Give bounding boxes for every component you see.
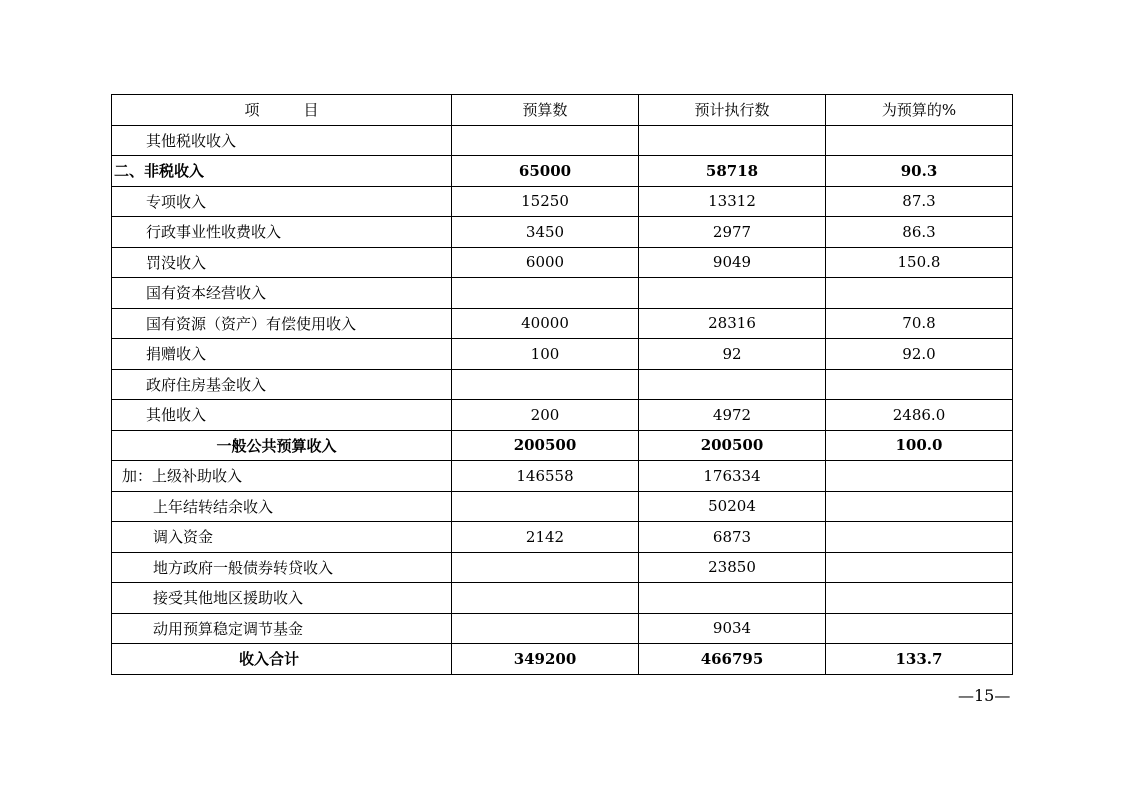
row-percent-value (826, 583, 1013, 614)
row-item-name: 捐赠收入 (112, 339, 452, 370)
row-percent-value (826, 552, 1013, 583)
row-estimated-value: 4972 (639, 400, 826, 431)
table-row (112, 583, 1013, 614)
row-item-name: 国有资源（资产）有偿使用收入 (112, 308, 452, 339)
row-item-name: 专项收入 (112, 186, 452, 217)
row-estimated-value: 466795 (639, 644, 826, 675)
row-item-name: 上年结转结余收入 (112, 491, 452, 522)
row-percent-value: 87.3 (826, 186, 1013, 217)
table-row (112, 308, 1013, 339)
table-row (112, 125, 1013, 156)
row-percent-value (826, 522, 1013, 553)
row-percent-value: 90.3 (826, 156, 1013, 187)
row-percent-value (826, 278, 1013, 309)
table-row (112, 278, 1013, 309)
row-estimated-value: 58718 (639, 156, 826, 187)
row-budget-value (452, 552, 639, 583)
row-percent-value: 86.3 (826, 217, 1013, 248)
row-estimated-value: 176334 (639, 461, 826, 492)
table-row (112, 247, 1013, 278)
row-percent-value (826, 461, 1013, 492)
row-percent-value (826, 491, 1013, 522)
row-budget-value: 2142 (452, 522, 639, 553)
row-budget-value: 6000 (452, 247, 639, 278)
table-row (112, 186, 1013, 217)
header-item-char-2: 目 (303, 101, 319, 120)
table-row (112, 522, 1013, 553)
row-estimated-value: 50204 (639, 491, 826, 522)
row-budget-value (452, 613, 639, 644)
budget-table (111, 94, 1013, 675)
row-estimated-value: 200500 (639, 430, 826, 461)
row-item-name: 一般公共预算收入 (112, 430, 452, 461)
row-budget-value (452, 369, 639, 400)
table-row (112, 430, 1013, 461)
row-estimated-value (639, 125, 826, 156)
table-row (112, 552, 1013, 583)
header-item-char-1: 项 (244, 101, 260, 120)
row-item-name: 调入资金 (112, 522, 452, 553)
table-header (112, 95, 1013, 126)
row-percent-value: 92.0 (826, 339, 1013, 370)
row-budget-value: 100 (452, 339, 639, 370)
header-budget: 预算数 (452, 95, 639, 126)
row-budget-value: 200 (452, 400, 639, 431)
row-budget-value: 146558 (452, 461, 639, 492)
row-item-name: 接受其他地区援助收入 (112, 583, 452, 614)
row-item-name: 罚没收入 (112, 247, 452, 278)
row-estimated-value: 92 (639, 339, 826, 370)
row-estimated-value: 13312 (639, 186, 826, 217)
row-estimated-value: 2977 (639, 217, 826, 248)
row-percent-value: 100.0 (826, 430, 1013, 461)
row-budget-value: 3450 (452, 217, 639, 248)
row-item-name: 二、非税收入 (112, 156, 452, 187)
row-item-name: 政府住房基金收入 (112, 369, 452, 400)
page-number: —15— (958, 686, 1011, 705)
row-percent-value (826, 125, 1013, 156)
header-item (112, 95, 452, 126)
row-estimated-value: 9049 (639, 247, 826, 278)
table-body (112, 125, 1013, 674)
table-row (112, 461, 1013, 492)
table-row (112, 613, 1013, 644)
row-percent-value (826, 369, 1013, 400)
header-row (112, 95, 1013, 126)
row-item-name: 动用预算稳定调节基金 (112, 613, 452, 644)
table-row (112, 491, 1013, 522)
row-estimated-value: 6873 (639, 522, 826, 553)
row-item-name: 地方政府一般债券转贷收入 (112, 552, 452, 583)
row-budget-value (452, 278, 639, 309)
row-budget-value: 200500 (452, 430, 639, 461)
row-item-name: 行政事业性收费收入 (112, 217, 452, 248)
row-estimated-value: 28316 (639, 308, 826, 339)
row-item-name: 其他收入 (112, 400, 452, 431)
row-item-name: 加：上级补助收入 (112, 461, 452, 492)
row-estimated-value: 9034 (639, 613, 826, 644)
row-budget-value: 15250 (452, 186, 639, 217)
row-item-name: 其他税收收入 (112, 125, 452, 156)
row-percent-value: 2486.0 (826, 400, 1013, 431)
row-estimated-value (639, 583, 826, 614)
row-budget-value: 40000 (452, 308, 639, 339)
table-row (112, 217, 1013, 248)
row-percent-value (826, 613, 1013, 644)
row-percent-value: 133.7 (826, 644, 1013, 675)
row-estimated-value (639, 369, 826, 400)
table-row (112, 156, 1013, 187)
row-percent-value: 70.8 (826, 308, 1013, 339)
row-estimated-value (639, 278, 826, 309)
header-estimated: 预计执行数 (639, 95, 826, 126)
table-row (112, 400, 1013, 431)
row-item-name: 收入合计 (112, 644, 452, 675)
table-row (112, 369, 1013, 400)
header-percent: 为预算的% (826, 95, 1013, 126)
row-budget-value (452, 491, 639, 522)
row-budget-value (452, 583, 639, 614)
row-budget-value: 349200 (452, 644, 639, 675)
table-row (112, 644, 1013, 675)
row-budget-value: 65000 (452, 156, 639, 187)
row-budget-value (452, 125, 639, 156)
row-percent-value: 150.8 (826, 247, 1013, 278)
row-item-name: 国有资本经营收入 (112, 278, 452, 309)
row-estimated-value: 23850 (639, 552, 826, 583)
table-row (112, 339, 1013, 370)
